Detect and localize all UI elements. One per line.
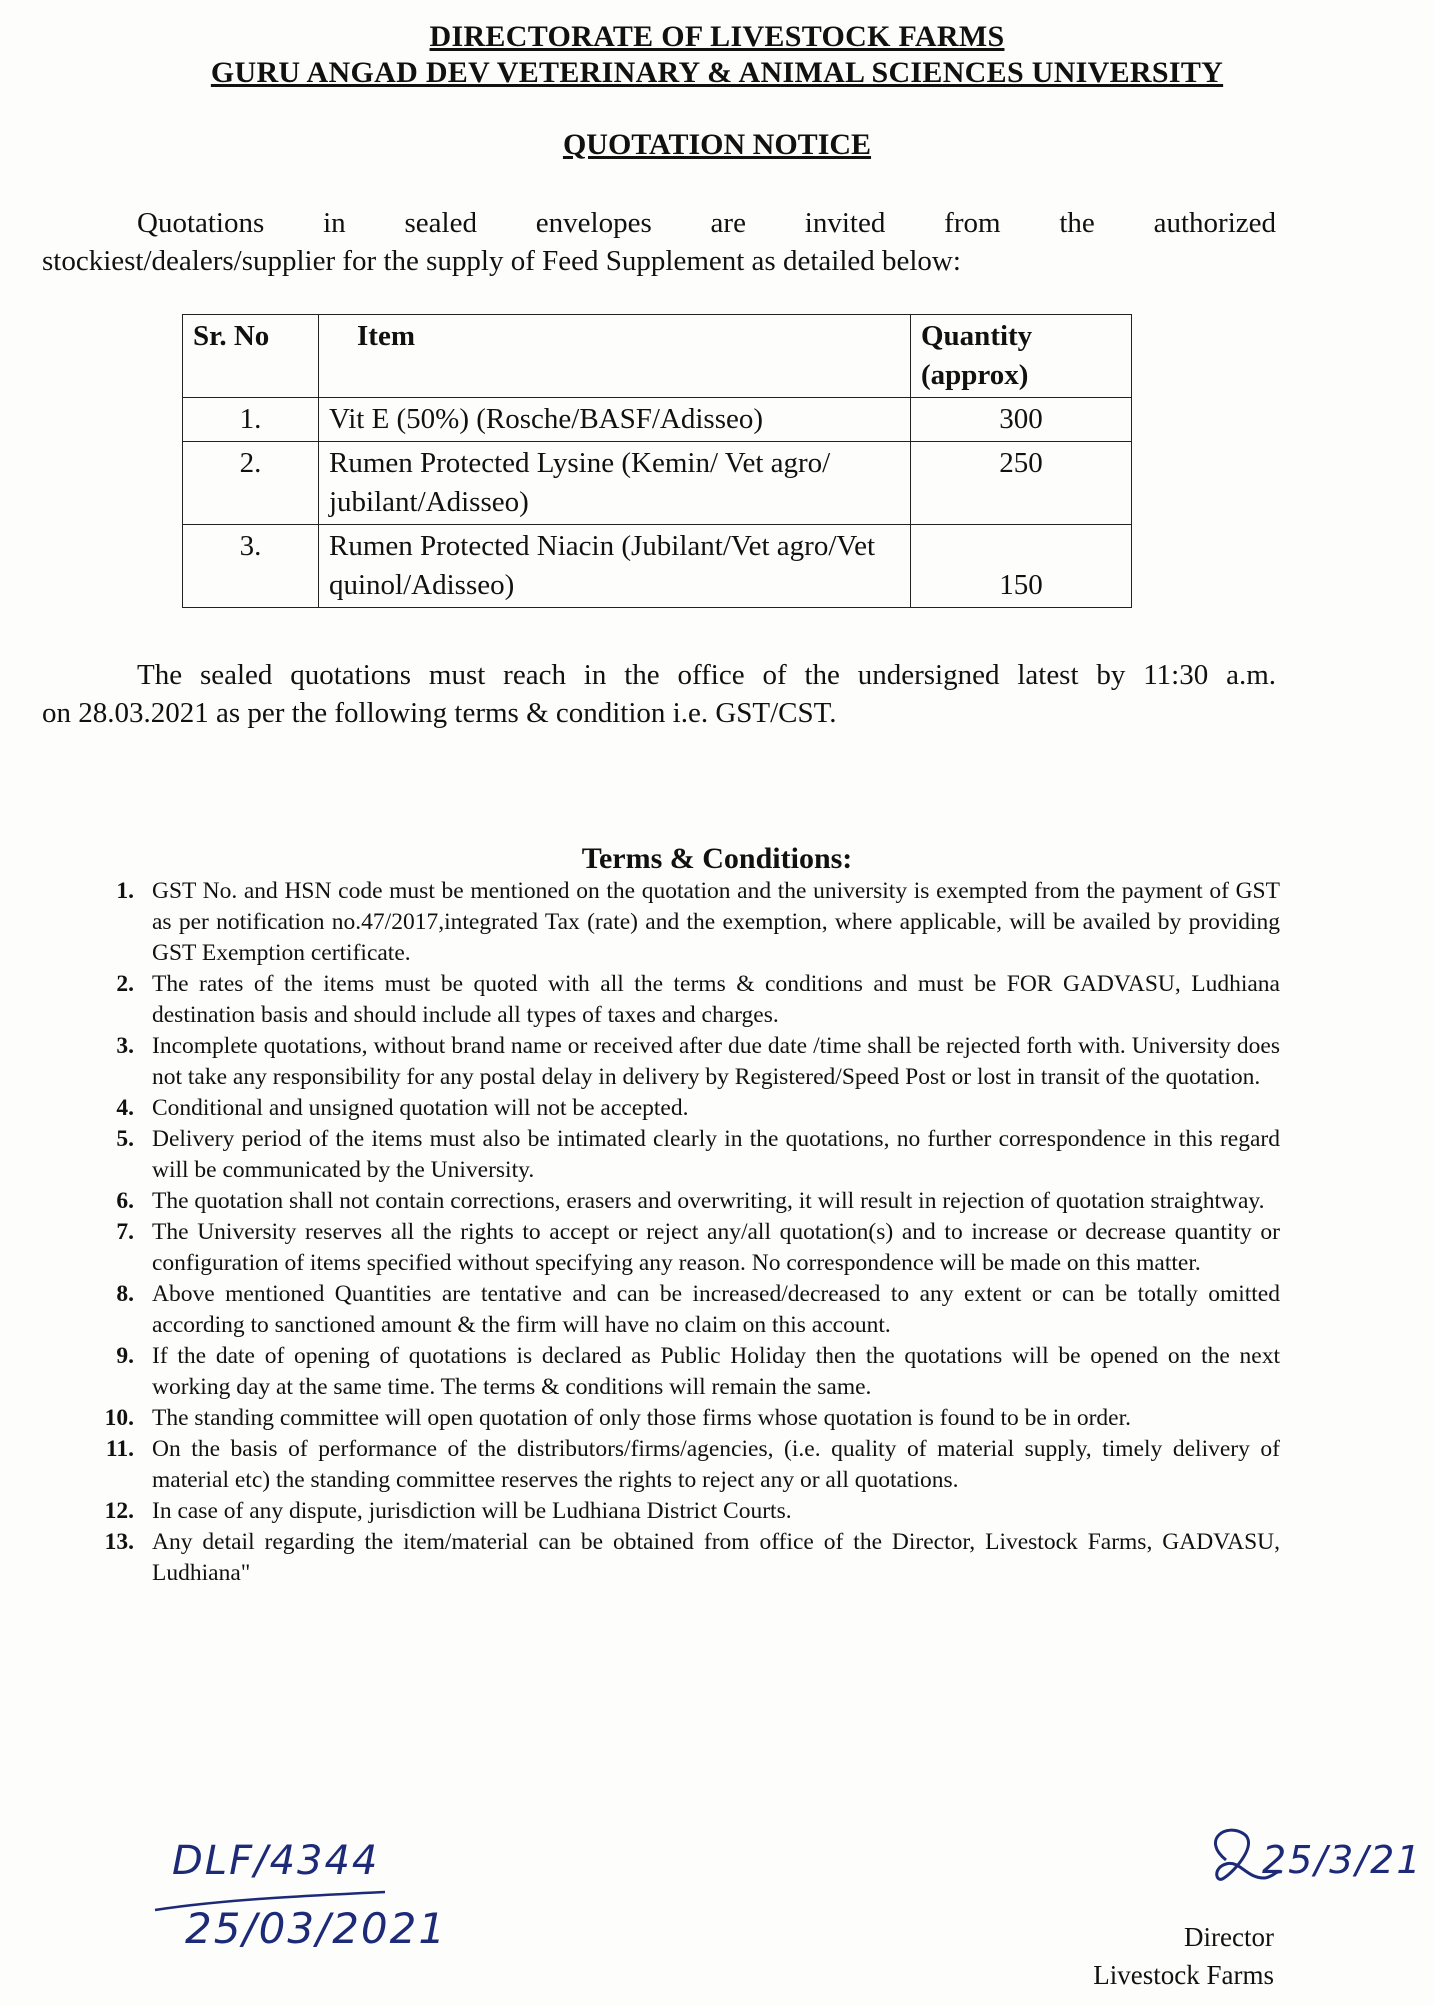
signatory-office: Livestock Farms [1093,1960,1274,1990]
terms-title: Terms & Conditions: [581,842,853,875]
term-number: 10. [104,1405,134,1431]
list-item [100,1031,1280,1093]
list-item [100,1186,1280,1217]
row-qty: 150 [911,525,1132,608]
term-text: Delivery period of the items must also be intimated clearly in the quotations, no further correspondence in this regard will be communicated by the University. [152,1126,1280,1183]
signatory-title: Director [1184,1922,1274,1952]
handwritten-sign-date: 25/3/21 [1262,1838,1423,1882]
handwritten-ref-no: DLF/4344 [172,1838,380,1884]
term-number: 6. [116,1188,134,1214]
term-number: 1. [116,878,134,904]
row-item: Rumen Protected Niacin (Jubilant/Vet agro/Vet quinol/Adisseo) [319,525,911,608]
list-item [100,876,1280,969]
intro-line-1: Quotations in sealed envelopes are invited from the authorized [137,207,1276,239]
items-table [182,314,1132,608]
term-text: The rates of the items must be quoted with all the terms & conditions and must be FOR GADVASU, Ludhiana destination basis and should include all types of taxes and charges. [152,971,1280,1028]
header-line-1: DIRECTORATE OF LIVESTOCK FARMS [429,20,1005,53]
table-row [183,525,1132,608]
intro-line-2: stockiest/dealers/supplier for the supply of Feed Supplement as detailed below: [42,245,961,277]
table-header-row [183,315,1132,398]
term-text: On the basis of performance of the distributors/firms/agencies, (i.e. quality of material supply, timely delivery of material etc) the standing committee reserves the rights to reject any or all quotations. [152,1436,1280,1493]
deadline-paragraph [42,656,1276,732]
term-number: 8. [116,1281,134,1307]
header-line-2: GURU ANGAD DEV VETERINARY & ANIMAL SCIENCES UNIVERSITY [210,56,1224,89]
row-sr: 1. [183,398,319,442]
term-text: Above mentioned Quantities are tentative and can be increased/decreased to any extent or can be totally omitted according to sanctioned amount & the firm will have no claim on this account. [152,1281,1280,1338]
term-text: The standing committee will open quotation of only those firms whose quotation is found to be in order. [152,1405,1132,1431]
term-number: 5. [116,1126,134,1152]
table-row [183,398,1132,442]
term-text: If the date of opening of quotations is declared as Public Holiday then the quotations will be opened on the next working day at the same time. The terms & conditions will remain the same. [152,1343,1280,1400]
terms-list [100,876,1280,1589]
term-number: 4. [116,1095,134,1121]
term-text: Conditional and unsigned quotation will not be accepted. [152,1095,689,1121]
term-number: 13. [104,1529,134,1555]
list-item [100,1217,1280,1279]
deadline-line-2: on 28.03.2021 as per the following terms & condition i.e. GST/CST. [42,697,837,729]
row-item: Rumen Protected Lysine (Kemin/ Vet agro/ jubilant/Adisseo) [319,442,911,525]
list-item [100,969,1280,1031]
table-row [183,442,1132,525]
row-sr: 2. [183,442,319,525]
term-number: 7. [116,1219,134,1245]
list-item [100,1403,1280,1434]
intro-paragraph [42,204,1276,280]
term-text: In case of any dispute, jurisdiction will be Ludhiana District Courts. [152,1498,792,1524]
term-text: The University reserves all the rights to accept or reject any/all quotation(s) and to increase or decrease quantity or configuration of items specified without specifying any reason. No correspondence will be made on this matter. [152,1219,1280,1276]
header-sr-no: Sr. No [183,315,319,398]
row-sr: 3. [183,525,319,608]
row-qty: 300 [911,398,1132,442]
term-number: 3. [116,1033,134,1059]
row-item: Vit E (50%) (Rosche/BASF/Adisseo) [319,398,911,442]
header-quantity: Quantity (approx) [911,315,1132,398]
list-item [100,1279,1280,1341]
list-item [100,1124,1280,1186]
list-item [100,1496,1280,1527]
term-number: 2. [116,971,134,997]
list-item [100,1341,1280,1403]
list-item [100,1527,1280,1589]
term-number: 11. [105,1436,134,1462]
term-text: The quotation shall not contain corrections, erasers and overwriting, it will result in rejection of quotation straightway. [152,1188,1265,1214]
notice-title: QUOTATION NOTICE [562,128,872,161]
term-text: Any detail regarding the item/material can be obtained from office of the Director, Livestock Farms, GADVASU, Ludhiana" [152,1529,1280,1586]
term-number: 9. [116,1343,134,1369]
list-item [100,1093,1280,1124]
row-qty: 250 [911,442,1132,525]
header-item: Item [319,315,911,398]
term-number: 12. [104,1498,134,1524]
term-text: GST No. and HSN code must be mentioned on the quotation and the university is exempted from the payment of GST as per notification no.47/2017,integrated Tax (rate) and the exemption, where applicable, will be availed by providing GST Exemption certificate. [152,878,1280,966]
term-text: Incomplete quotations, without brand name or received after due date /time shall be rejected forth with. University does not take any responsibility for any postal delay in delivery by Registered/Speed Post or lost in transit of the quotation. [152,1033,1280,1090]
handwritten-ref-date: 25/03/2021 [185,1904,448,1953]
deadline-line-1: The sealed quotations must reach in the office of the undersigned latest by 11:30 a.m. [137,659,1276,691]
list-item [100,1434,1280,1496]
